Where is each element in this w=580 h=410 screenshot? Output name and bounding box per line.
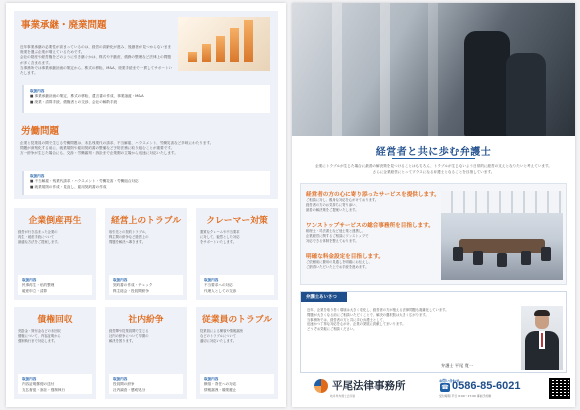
card-line: 株主間の紛争など経営上の [109, 235, 149, 239]
left-page [6, 3, 286, 407]
lawyer-signature: 弁護士 平尾 寛一 [441, 363, 473, 368]
card-line: 債権について、内容証明から [18, 334, 61, 338]
phone-number[interactable]: 0586-85-6021 [452, 380, 521, 392]
divider [392, 158, 475, 159]
card-title: 債権回収 [37, 315, 73, 325]
body-line: 問題が深刻化する前に、就業規則や雇用契約書の整備など予防法務に取り組むことが重要です。 [20, 146, 175, 151]
card-line: 問題を解決へ導きます。 [109, 240, 146, 244]
card-item: 内容証明郵便の送付 [22, 382, 55, 386]
greeting-panel [300, 291, 567, 373]
growth-chart-image [178, 17, 270, 71]
greeting-heading: 弁護士あいさつ [301, 292, 347, 302]
card-service-list [200, 275, 274, 295]
card-line: 売掛金・貸付金などの未回収 [18, 329, 61, 333]
service-line: 経営者の方のお気持ちに寄り添い、 [306, 202, 359, 207]
card-claimer [196, 208, 278, 300]
intro-line: 企業にトラブルが生じた場合に最善の解決策を見つけることはもちろん、トラブルが生じないよう日常的に経営の支えとなりたいと考えています。 [315, 164, 552, 168]
qr-code-icon[interactable] [549, 378, 570, 399]
service-list [22, 85, 270, 113]
service-list [22, 171, 270, 195]
card-internal-dispute [105, 307, 187, 399]
card-label: 取扱内容 [113, 377, 128, 381]
card-label: 取扱内容 [113, 278, 128, 282]
card-title: クレーマー対策 [206, 216, 268, 226]
body-line: 近年事業承継の必要性が高まっているのは、経営の高齢化が進み、後継者が見つからないまま廃業を選ぶ企業が増えているためです。 [20, 45, 172, 55]
card-line: 経営が行き詰まった企業の [18, 230, 58, 234]
card-item: 支払督促・訴訟・強制執行 [22, 387, 66, 392]
card-title: 企業倒産再生 [28, 216, 82, 226]
card-item: 役員間の紛争 [113, 382, 135, 386]
card-service-list [109, 275, 183, 295]
card-label: 取扱内容 [204, 377, 219, 381]
page-tagline: 経営者と共に歩む弁護士 [375, 147, 492, 158]
card-title: 従業員のトラブル [201, 315, 273, 325]
body-line: 当事務所では事業承継計画の策定から、株式の移転、M&A、廃業手続まで一貫してサポートいたします。 [20, 65, 173, 76]
card-label: 取扱内容 [22, 377, 37, 381]
service-line: 企業経営に関するご相談にワンストップで [306, 233, 369, 238]
hero-photo [292, 3, 575, 136]
body-line: 会社の財産や経営権をどのように引き継ぐかは、株式や不動産、債務の整理など法律上の問題が多く含まれます。 [20, 55, 171, 65]
card-service-list [200, 374, 274, 394]
card-line: 取引先との契約トラブル、 [109, 230, 149, 234]
card-management-trouble [105, 208, 187, 300]
services-panel [300, 183, 567, 285]
card-line: 悪質なクレームや不当要求 [200, 230, 240, 234]
card-line: などのトラブルについて [200, 334, 237, 338]
card-line: 従業員による横領や情報漏洩 [200, 329, 243, 333]
card-label: 取扱内容 [204, 278, 219, 282]
service-line: ご納得いただいた上でお手続を進めます。 [306, 264, 369, 269]
card-title: 経営上のトラブル [110, 216, 182, 226]
service-heading: ワンストップサービスの総合事務所を目指します。 [306, 223, 434, 229]
greeting-line: 当事務所では、経営者の方と共に歩む弁護士として、 [307, 317, 387, 322]
firm-name: 平尾法律事務所 [332, 380, 406, 392]
service-heading: 経営者の方の心に寄り添ったサービスを提供します。 [306, 192, 440, 198]
phone-icon: ☎ [441, 384, 449, 391]
card-line: 社内の紛争について早期の [109, 334, 149, 338]
card-item: 社内調査・懲戒処分 [113, 387, 146, 392]
card-item: 株主総会・役員間紛争 [113, 288, 149, 293]
firm-subtitle: 岐阜県弁護士会所属 [330, 394, 356, 398]
contact-label: お問い合わせ [439, 379, 460, 383]
intro-line: さらに企業経営にとってプラスになる弁護士となることを目指しています。 [372, 170, 495, 174]
card-item: 情報漏洩・競業避止 [204, 387, 237, 392]
card-line: 強制執行まで対応します。 [18, 339, 58, 343]
card-item: 民事再生・私的整理 [22, 283, 55, 287]
card-label: 取扱内容 [22, 278, 37, 282]
service-label: 取扱内容 [30, 174, 45, 178]
card-line: をサポートいたします。 [200, 240, 237, 244]
right-page [292, 3, 575, 407]
service-line: ご依頼前に費用の見通しを明確にお伝えし、 [306, 260, 372, 264]
card-service-list [18, 275, 92, 295]
card-line: 解決を図ります。 [109, 339, 136, 343]
business-succession-section [14, 11, 278, 121]
card-item: 破産申立・清算 [22, 288, 48, 293]
service-line: 対応できる体制を整えております。 [306, 238, 359, 243]
card-item: 横領・背任への対応 [204, 382, 237, 386]
greeting-line: 近年、企業を取り巻く環境は大きく変化し、経営者の方が抱える法律問題も複雑化しています。 [307, 308, 449, 312]
service-item: ■ 廃業・清算手続、債権者との交渉、会社の解散手続 [30, 99, 118, 104]
card-line: に対して、毅然とした対応 [200, 235, 240, 239]
card-service-list [109, 374, 183, 394]
businessman-figure [464, 31, 510, 136]
body-line: 万一紛争が生じた場合にも、交渉・労働審判・訴訟まで企業側の立場から迅速に対応いたします。 [20, 151, 178, 156]
card-bankruptcy [14, 208, 96, 300]
body-line: 企業と従業員の間で生じる労働問題は、未払残業代の請求、不当解雇、ハラスメント、労働災害など多岐にわたります。 [20, 141, 214, 145]
businessman-figure [506, 53, 546, 136]
service-line: 最善の解決策をご提案いたします。 [306, 207, 359, 212]
firm-logo-icon [314, 379, 328, 393]
section-title: 事業承継・廃業問題 [21, 20, 107, 31]
greeting-line: 迅速かつ丁寧な対応を心がけ、企業の発展に貢献してまいります。 [307, 322, 406, 327]
office-meeting-room-photo [441, 191, 563, 280]
card-item: 代理人としての交渉 [204, 288, 237, 293]
labor-issues-section [14, 117, 278, 199]
lawyer-portrait [521, 306, 563, 370]
greeting-line: 問題が大きくなる前にご相談いただくことで、解決の選択肢は大きく広がります。 [307, 312, 429, 317]
service-item: ■ 不当解雇・残業代請求・ハラスメント・労働災害・労働組合対応 [30, 179, 139, 183]
card-line: 最適な方法をご提案します。 [18, 240, 61, 244]
greeting-line: どうぞお気軽にご相談ください。 [307, 327, 357, 332]
card-employee-trouble [196, 307, 278, 399]
section-title: 労働問題 [21, 126, 60, 137]
card-line: 経営陣や従業員間で生じる [109, 329, 149, 333]
card-line: 再生・破産手続について [18, 235, 55, 239]
service-label: 取扱内容 [30, 89, 45, 93]
card-line: 適切に対応いたします。 [200, 339, 237, 343]
service-line: 税理士・司法書士など他士業と連携し、 [306, 229, 366, 233]
office-hours: 受付時間 平日 9:00〜17:00 事前予約制 [439, 394, 492, 398]
card-item: 契約書の作成・チェック [113, 283, 153, 287]
card-item: 不当要求への対応 [204, 283, 233, 287]
service-line: ご相談に対し、親身な対応を心がけております。 [306, 198, 379, 202]
service-heading: 明確な料金設定を目指します。 [306, 254, 384, 260]
service-item: ■ 事業承継計画の策定、株式の移転、遺言書の作成、事業譲渡・M&A [30, 94, 144, 98]
footer [292, 377, 575, 407]
card-service-list [18, 374, 92, 394]
service-item: ■ 就業規則の作成・見直し、雇用契約書の作成 [30, 184, 107, 189]
card-debt-collection [14, 307, 96, 399]
card-title: 社内紛争 [128, 315, 164, 325]
